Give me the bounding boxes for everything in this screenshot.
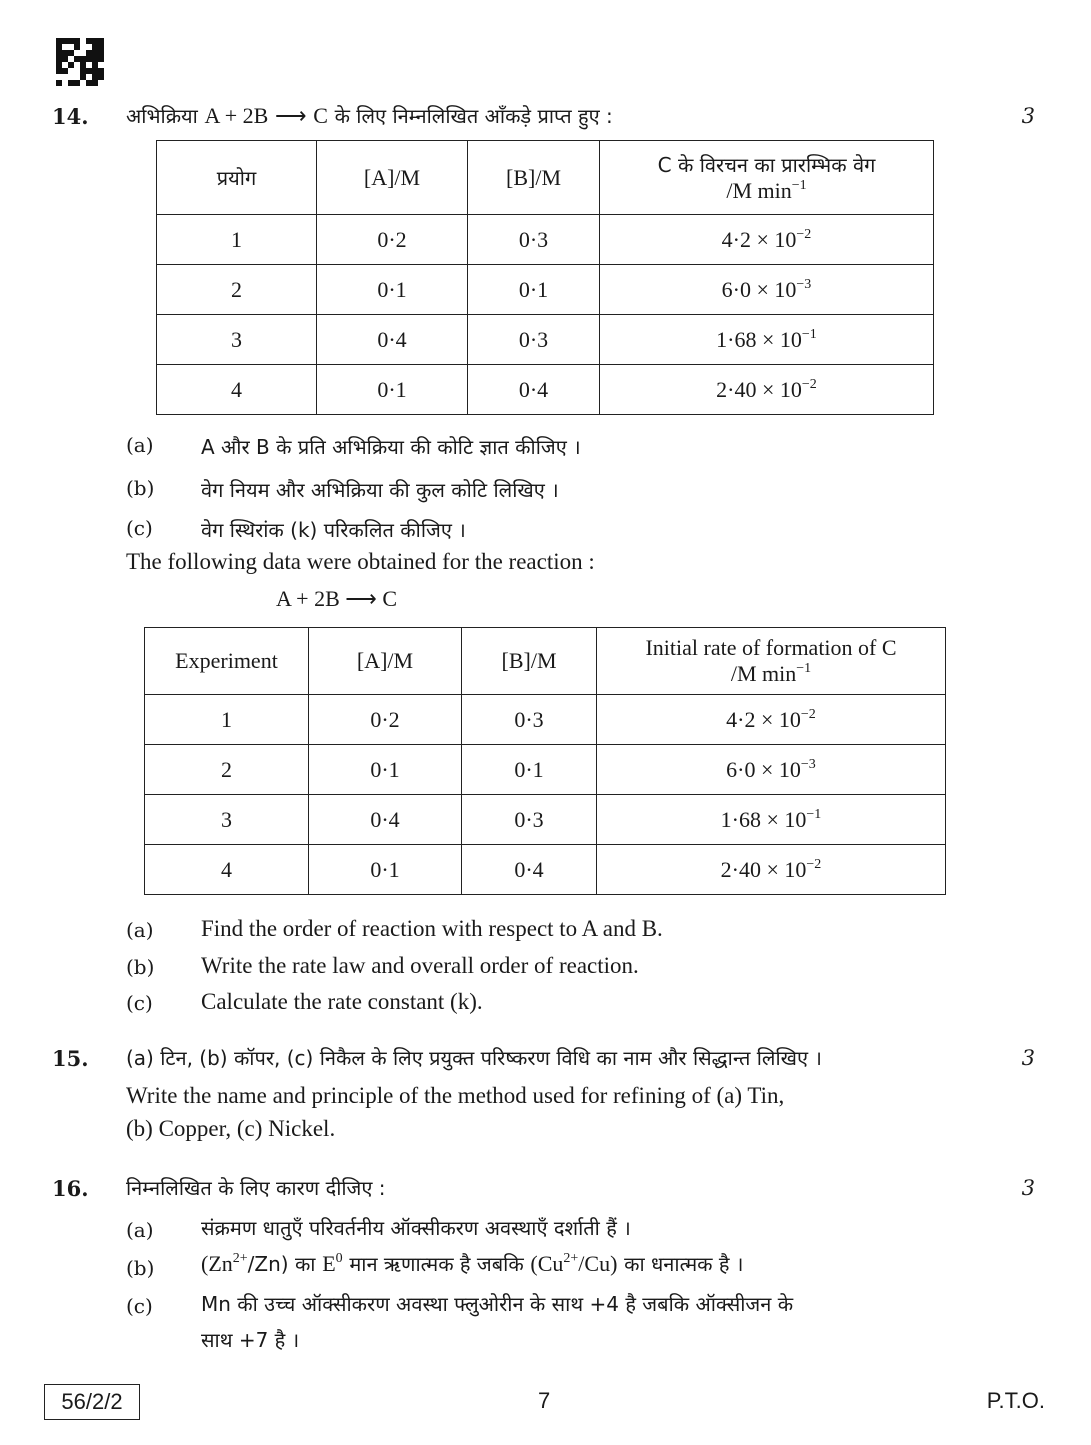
question-14-hindi-intro	[126, 102, 613, 129]
rate-cell	[600, 215, 934, 265]
reaction-rhs: C	[313, 103, 328, 128]
rate-exponent: −3	[796, 276, 812, 292]
question-16-hindi-intro: निम्नलिखित के लिए कारण दीजिए :	[126, 1176, 386, 1200]
hi-part-a-text: A और B के प्रति अभिक्रिया की कोटि ज्ञात कीजिए ।	[201, 435, 581, 459]
table-cell: 0·3	[468, 315, 600, 365]
rate-cell	[600, 265, 934, 315]
table-cell: 0·2	[309, 695, 462, 745]
cu-charge: 2+	[563, 1251, 579, 1266]
rate-exponent: −3	[800, 756, 816, 772]
q16-part-a-label: (a)	[126, 1218, 154, 1242]
table-cell: 0·1	[468, 265, 600, 315]
zn-end: /Zn) का	[247, 1252, 316, 1276]
table-header-row	[157, 141, 934, 215]
question-15-hindi: (a) टिन, (b) कॉपर, (c) निकैल के लिए प्रयुक्त परिष्करण विधि का नाम और सिद्धान्त लिखिए ।	[126, 1046, 823, 1070]
table-row	[157, 215, 934, 265]
table-cell: 1	[145, 695, 309, 745]
hi-part-c-label: (c)	[126, 516, 153, 540]
table-cell: 3	[145, 795, 309, 845]
table-cell: 0·4	[468, 365, 600, 415]
rate-unit-exp: −1	[796, 661, 812, 676]
q16-part-b-text	[201, 1250, 743, 1277]
table-header-row	[145, 628, 946, 695]
rate-unit-text: /M min	[726, 178, 792, 203]
reaction-lhs: A + 2B	[204, 103, 269, 128]
question-14-number: 14.	[52, 104, 89, 129]
table-cell: 0·3	[462, 795, 597, 845]
english-data-table	[144, 627, 946, 895]
cu-text: (Cu	[530, 1251, 564, 1276]
table-row	[157, 315, 934, 365]
rate-mantissa: 4·2 × 10	[721, 226, 797, 252]
question-15-english-line2: (b) Copper, (c) Nickel.	[126, 1116, 336, 1141]
table-cell: 0·1	[317, 265, 468, 315]
e-standard	[322, 1251, 342, 1276]
rate-unit-text: /M min	[730, 661, 797, 686]
table-cell: 0·2	[317, 215, 468, 265]
rate-cell	[597, 695, 946, 745]
english-table-body	[145, 695, 946, 895]
table-cell: 0·1	[462, 745, 597, 795]
rate-cell	[597, 745, 946, 795]
question-15-number: 15.	[52, 1046, 89, 1071]
hindi-data-table	[156, 140, 934, 415]
en-part-a-label: (a)	[126, 918, 154, 942]
rate-header-english: Initial rate of formation of C	[645, 635, 897, 660]
rate-mantissa: 1·68 × 10	[716, 326, 802, 352]
reaction-lhs: A + 2B	[276, 586, 340, 611]
rate-mantissa: 2·40 × 10	[716, 376, 802, 402]
hindi-intro-pre: अभिक्रिया	[126, 104, 198, 128]
question-14-marks: 3	[1021, 104, 1035, 128]
rate-cell	[600, 365, 934, 415]
rate-cell	[600, 315, 934, 365]
en-part-b-text: Write the rate law and overall order of reaction.	[201, 953, 639, 978]
page-number: 7	[538, 1388, 551, 1413]
hindi-intro-post: के लिए निम्नलिखित आँकड़े प्राप्त हुए :	[334, 104, 613, 128]
table-cell: 4	[145, 845, 309, 895]
table-header-cell	[597, 628, 946, 695]
table-cell: 2	[145, 745, 309, 795]
pto-label: P.T.O.	[986, 1388, 1045, 1413]
rate-exponent: −2	[806, 856, 822, 872]
table-cell: 3	[157, 315, 317, 365]
question-15-english-line1: Write the name and principle of the method used for refining of (a) Tin,	[126, 1083, 785, 1108]
hindi-table-body	[157, 215, 934, 415]
table-cell: 0·4	[462, 845, 597, 895]
table-cell: 0·1	[317, 365, 468, 415]
hi-part-b-text: वेग नियम और अभिक्रिया की कुल कोटि लिखिए ।	[201, 478, 559, 502]
rate-exponent: −2	[800, 706, 816, 722]
rate-mantissa: 4·2 × 10	[726, 706, 801, 732]
rate-exponent: −1	[806, 806, 822, 822]
rate-exponent: −2	[801, 376, 817, 392]
question-15-marks: 3	[1021, 1046, 1035, 1070]
e-text: E	[322, 1251, 336, 1276]
rate-cell	[597, 845, 946, 895]
table-header-cell: [B]/M	[462, 628, 597, 695]
table-cell: 1	[157, 215, 317, 265]
table-header-cell	[600, 141, 934, 215]
rate-unit-exp: −1	[791, 178, 807, 193]
table-cell: 4	[157, 365, 317, 415]
table-cell: 0·4	[317, 315, 468, 365]
table-row	[157, 365, 934, 415]
english-reaction	[276, 586, 397, 612]
table-cell: 0·3	[468, 215, 600, 265]
rate-cell	[597, 795, 946, 845]
table-row	[145, 695, 946, 745]
paper-code-box	[44, 1384, 140, 1420]
table-header-cell: प्रयोग	[157, 141, 317, 215]
rate-mantissa: 6·0 × 10	[721, 276, 797, 302]
rate-exponent: −2	[796, 226, 812, 242]
table-cell: 0·3	[462, 695, 597, 745]
zn-text: (Zn	[201, 1251, 233, 1276]
rate-header-hindi: C के विरचन का प्रारम्भिक वेग	[657, 153, 876, 177]
zn-couple	[201, 1251, 316, 1276]
q16-part-c-label: (c)	[126, 1294, 153, 1318]
english-intro: The following data were obtained for the reaction :	[126, 549, 595, 574]
question-16-marks: 3	[1021, 1176, 1035, 1200]
table-cell: 2	[157, 265, 317, 315]
table-header-cell: [A]/M	[317, 141, 468, 215]
cu-couple	[530, 1251, 617, 1276]
e-sup: 0	[335, 1251, 343, 1266]
rate-exponent: −1	[801, 326, 817, 342]
hi-part-c-text: वेग स्थिरांक (k) परिकलित कीजिए ।	[201, 518, 466, 542]
cu-end: /Cu)	[578, 1251, 618, 1276]
table-cell: 0·1	[309, 845, 462, 895]
rate-mantissa: 1·68 × 10	[720, 806, 807, 832]
rate-unit	[597, 661, 945, 687]
en-part-c-label: (c)	[126, 991, 153, 1015]
table-header-cell: [A]/M	[309, 628, 462, 695]
table-cell: 0·4	[309, 795, 462, 845]
hi-part-b-label: (b)	[126, 476, 155, 500]
table-row	[145, 745, 946, 795]
en-part-a-text: Find the order of reaction with respect to A and B.	[201, 916, 663, 941]
b-mid-text: मान ऋणात्मक है जबकि	[349, 1252, 524, 1276]
en-part-c-text: Calculate the rate constant (k).	[201, 989, 483, 1014]
zn-charge: 2+	[232, 1251, 248, 1266]
paper-code: 56/2/2	[61, 1389, 123, 1414]
reaction-arrow: ⟶	[274, 103, 307, 128]
table-row	[157, 265, 934, 315]
table-row	[145, 845, 946, 895]
hi-part-a-label: (a)	[126, 433, 154, 457]
table-row	[145, 795, 946, 845]
en-part-b-label: (b)	[126, 955, 155, 979]
q16-part-c-line1: Mn की उच्च ऑक्सीकरण अवस्था फ्लुओरीन के साथ +4 है जबकि ऑक्सीजन के	[201, 1292, 794, 1316]
question-16-number: 16.	[52, 1176, 89, 1201]
rate-unit	[600, 178, 933, 204]
q16-part-c-line2: साथ +7 है ।	[201, 1328, 300, 1352]
table-cell: 0·1	[309, 745, 462, 795]
b-tail-text: का धनात्मक है ।	[624, 1252, 744, 1276]
reaction-rhs: C	[382, 586, 397, 611]
table-header-cell: [B]/M	[468, 141, 600, 215]
rate-mantissa: 6·0 × 10	[726, 756, 801, 782]
table-header-cell: Experiment	[145, 628, 309, 695]
q16-part-a-text: संक्रमण धातुएँ परिवर्तनीय ऑक्सीकरण अवस्थाएँ दर्शाती हैं ।	[201, 1216, 631, 1240]
qr-code	[56, 38, 104, 86]
rate-mantissa: 2·40 × 10	[720, 856, 807, 882]
reaction-arrow: ⟶	[345, 586, 377, 611]
q16-part-b-label: (b)	[126, 1256, 155, 1280]
